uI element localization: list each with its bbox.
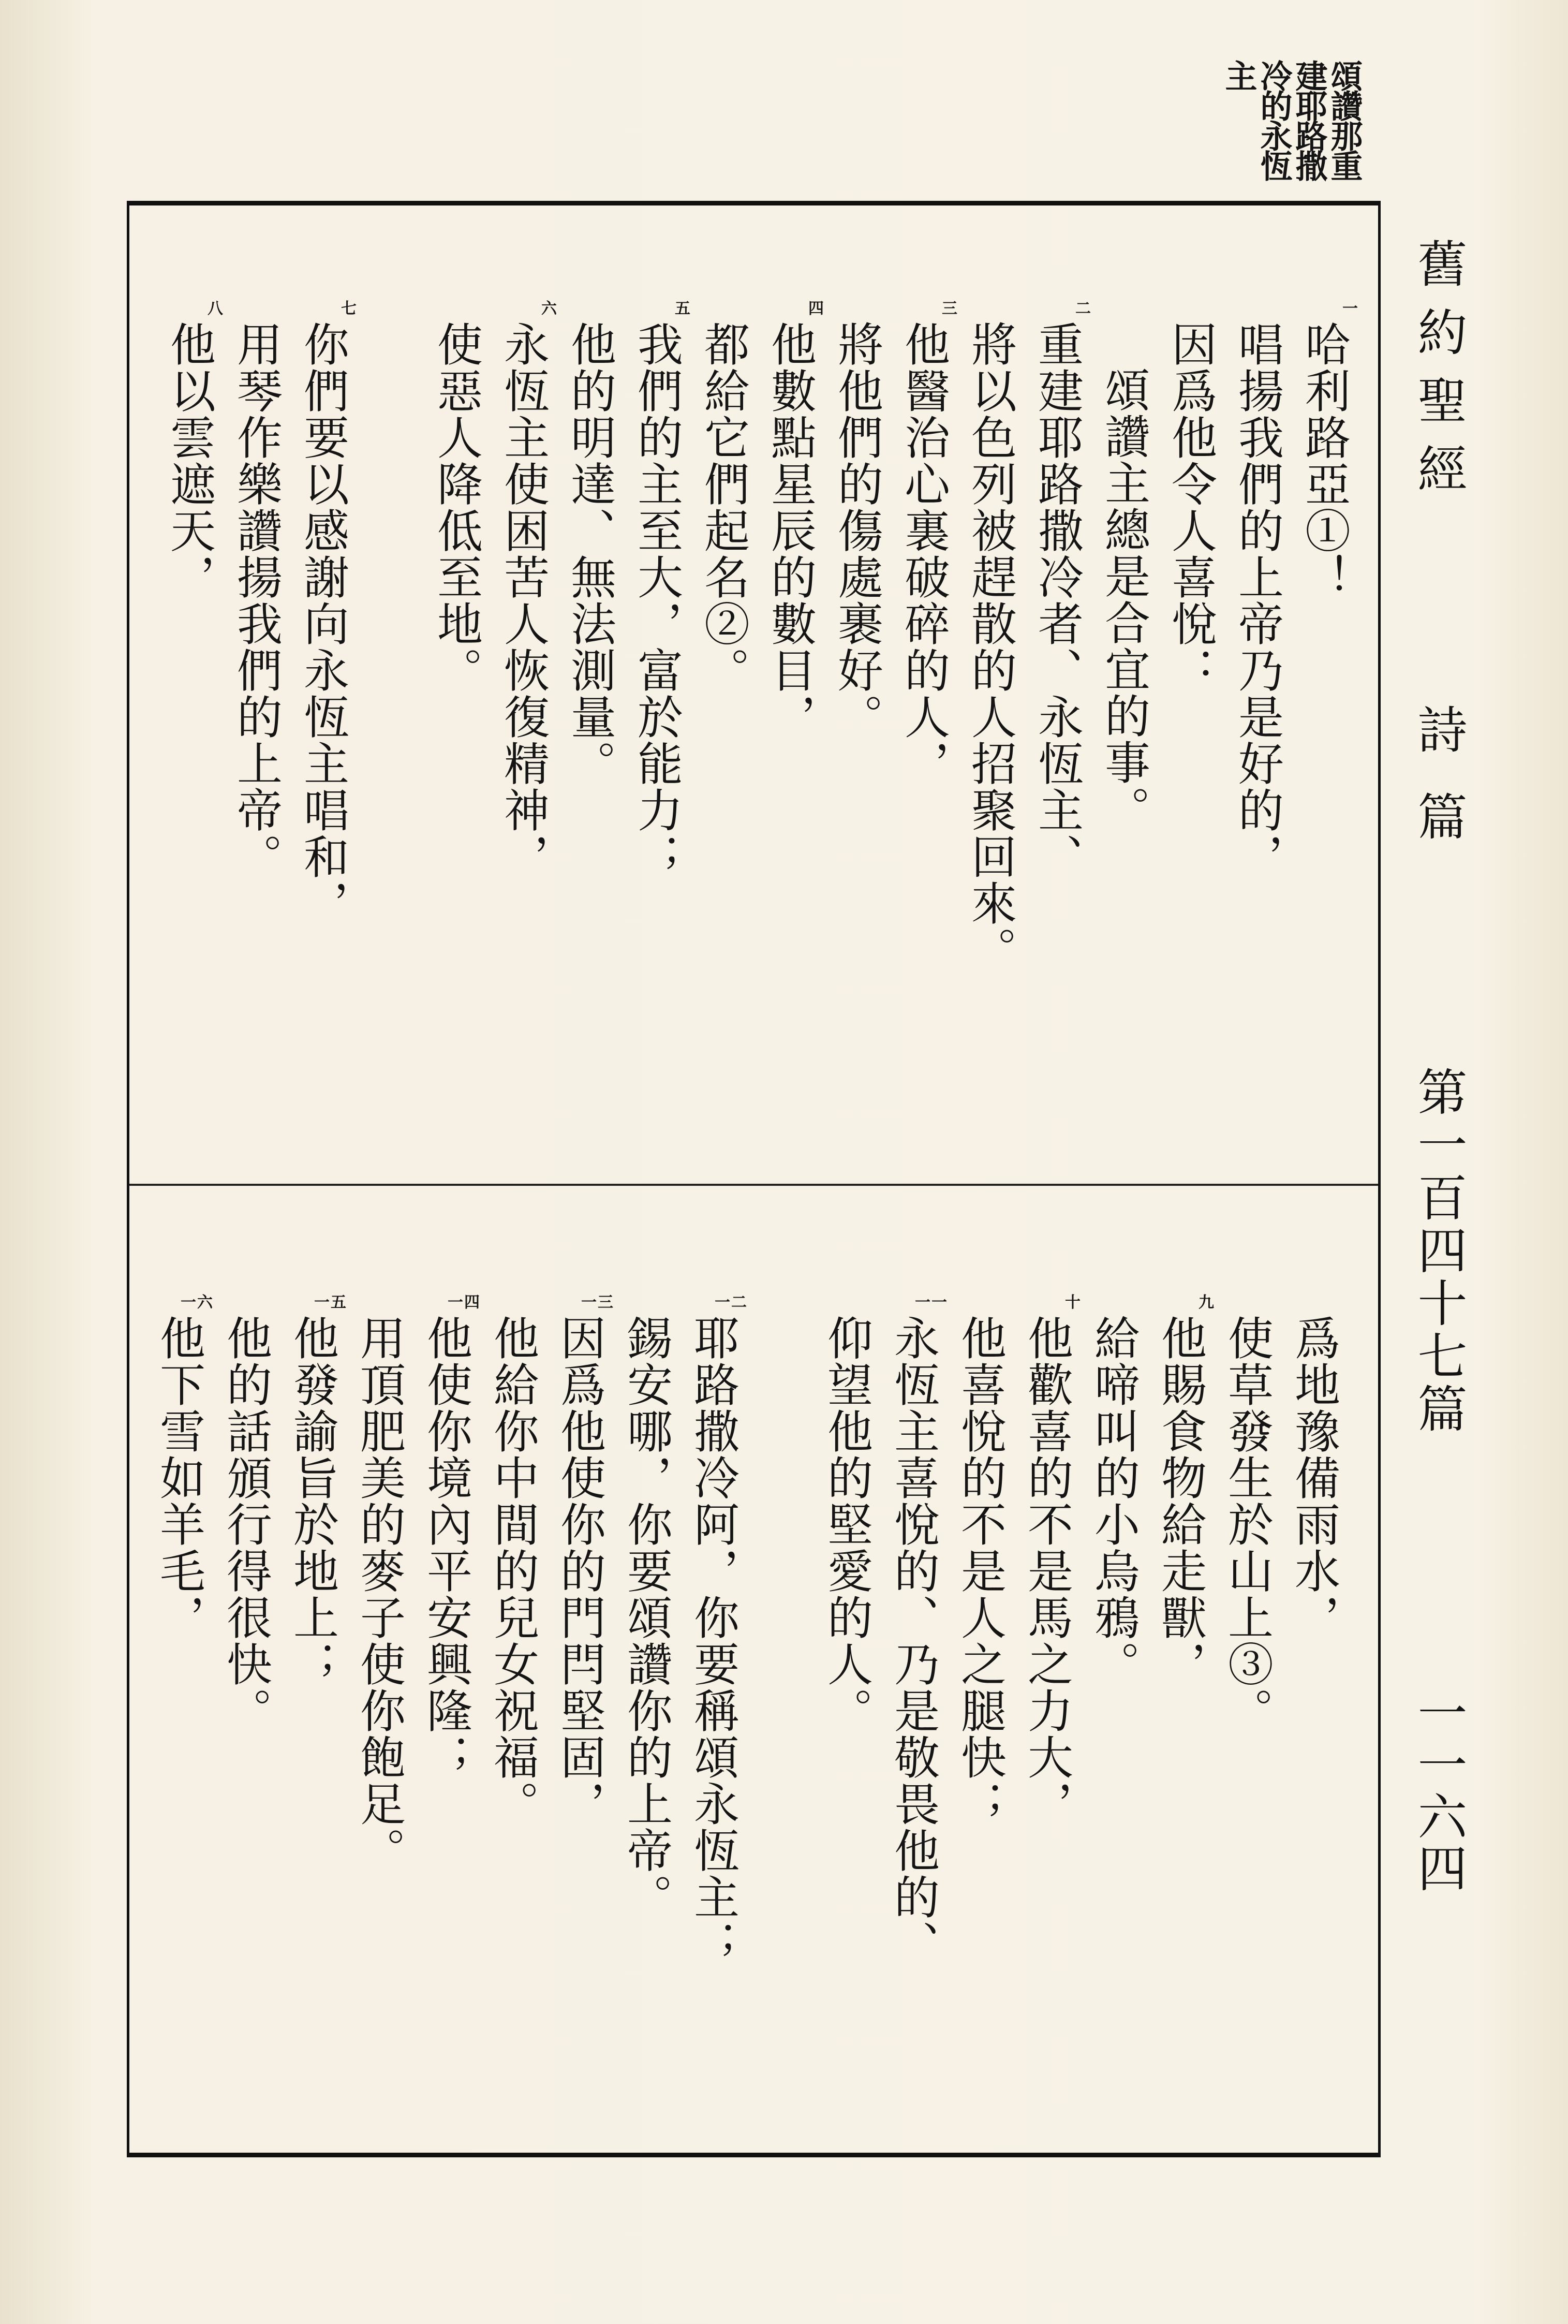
running-header xyxy=(1389,228,1467,2153)
verse-number: 五 xyxy=(675,300,691,318)
verse-line xyxy=(286,1293,347,2138)
verse-line xyxy=(1288,1315,1340,2138)
verse-text: 將以色列被趕散的人招聚回來。 xyxy=(964,321,1017,973)
verse-number: 六 xyxy=(541,300,558,318)
verse-text: 因爲他使你的門閂堅固， xyxy=(553,1315,607,1827)
verse-line xyxy=(1164,321,1217,973)
verse-text: 重建耶路撒冷者、永恆主、 xyxy=(1031,321,1084,880)
verse-text: 他的話頒行得很快。 xyxy=(219,1315,273,1734)
verse-text: 使惡人降低至地。 xyxy=(430,321,483,694)
verse-line xyxy=(497,300,558,973)
page-number: 一一六四 xyxy=(1410,1687,1468,1894)
verse-number: 八 xyxy=(208,300,224,318)
verse-text: 你們要以感謝向永恆主唱和， xyxy=(297,321,350,926)
verse-line xyxy=(1298,300,1359,973)
section-title: 詩篇 xyxy=(1410,704,1468,878)
verse-line xyxy=(620,1315,673,2138)
verse-text: 他數點星辰的數目， xyxy=(764,321,817,740)
verse-text: 他給你中間的兒女祝福。 xyxy=(486,1315,540,1827)
verse-line xyxy=(353,1315,406,2138)
verse-line xyxy=(1098,321,1150,973)
verse-line xyxy=(1087,1315,1140,2138)
verse-text: 因爲他令人喜悅： xyxy=(1164,321,1218,694)
verse-text: 他使你境內平安興隆； xyxy=(420,1315,473,1781)
verse-line xyxy=(753,1315,806,2138)
verse-line xyxy=(420,1293,481,2138)
frame-divider xyxy=(129,1184,1378,1186)
verse-text: 頌讚主總是合宜的事。 xyxy=(1098,366,1151,832)
side-heading-line: 建耶路撒 xyxy=(1290,60,1328,180)
chapter-title: 第一百四十七篇 xyxy=(1410,1066,1468,1436)
verse-line xyxy=(1221,1315,1274,2138)
verse-text: 哈利路亞①！ xyxy=(1298,321,1351,600)
verse-text: 仰望他的堅愛的人。 xyxy=(820,1315,874,1734)
verse-line xyxy=(1020,1293,1082,2138)
verse-number: 二 xyxy=(1075,300,1092,318)
verse-text: 永恆主使困苦人恢復精神， xyxy=(497,321,550,880)
verse-text: 他歡喜的不是馬之力大， xyxy=(1020,1315,1074,1827)
lower-text-block xyxy=(150,1293,1341,2138)
verse-text: 將他們的傷處裹好。 xyxy=(831,321,884,740)
verse-text: 他喜悅的不是人之腿快； xyxy=(954,1315,1007,1827)
verse-number: 一六 xyxy=(181,1293,214,1312)
book-title: 舊約聖經 xyxy=(1410,238,1468,511)
verse-line xyxy=(831,321,883,973)
verse-line xyxy=(1231,321,1284,973)
verse-text: 他賜食物給走獸， xyxy=(1154,1315,1207,1687)
verse-line xyxy=(764,300,825,973)
verse-line xyxy=(564,321,616,973)
upper-text-block xyxy=(160,300,1359,973)
verse-text: 爲地豫備雨水， xyxy=(1288,1315,1341,1641)
verse-line xyxy=(964,321,1017,973)
verse-line xyxy=(230,321,283,973)
verse-text: 他以雲遮天， xyxy=(163,321,216,600)
verse-number: 三 xyxy=(942,300,958,318)
verse-line xyxy=(887,1293,948,2138)
side-heading-line: 冷的永恆 xyxy=(1255,60,1293,180)
verse-text: 耶路撒冷阿，你要稱頌永恆主； xyxy=(687,1315,740,1967)
verse-number: 一四 xyxy=(448,1293,481,1312)
verse-number: 十 xyxy=(1065,1293,1082,1312)
verse-text: 錫安哪，你要頌讚你的上帝。 xyxy=(620,1315,673,1920)
verse-text: 用琴作樂讚揚我們的上帝。 xyxy=(230,321,283,880)
side-heading xyxy=(1216,60,1361,199)
verse-line xyxy=(954,1315,1007,2138)
verse-text: 他發諭旨於地上； xyxy=(286,1315,339,1687)
verse-line xyxy=(1031,300,1092,973)
verse-text: 給啼叫的小烏鴉。 xyxy=(1087,1315,1141,1687)
verse-number: 四 xyxy=(808,300,825,318)
verse-line xyxy=(697,321,750,973)
verse-line xyxy=(630,300,691,973)
verse-text: 永恆主喜悅的、乃是敬畏他的、 xyxy=(887,1315,940,1967)
verse-number: 九 xyxy=(1199,1293,1215,1312)
verse-text: 他醫治心裏破碎的人， xyxy=(897,321,951,787)
verse-text: 使草發生於山上③。 xyxy=(1221,1315,1274,1734)
verse-line xyxy=(553,1293,614,2138)
verse-line xyxy=(486,1315,539,2138)
verse-line xyxy=(820,1315,873,2138)
side-heading-line: 頌讚那重 xyxy=(1325,60,1363,180)
verse-text: 都給它們起名②。 xyxy=(697,321,750,694)
verse-line xyxy=(1154,1293,1215,2138)
verse-number: 一五 xyxy=(314,1293,347,1312)
verse-number: 一二 xyxy=(715,1293,748,1312)
verse-line xyxy=(153,1293,214,2138)
verse-line xyxy=(897,300,958,973)
verse-line xyxy=(297,300,358,973)
verse-text: 他下雪如羊毛， xyxy=(153,1315,206,1641)
side-heading-line: 主 xyxy=(1220,60,1258,90)
verse-number: 七 xyxy=(341,300,358,318)
verse-number: 一 xyxy=(1342,300,1359,318)
verse-text: 我們的主至大，富於能力； xyxy=(630,321,684,880)
verse-text: 用頂肥美的麥子使你飽足。 xyxy=(353,1315,406,1874)
verse-line xyxy=(219,1315,272,2138)
verse-line xyxy=(363,321,416,973)
verse-number: 一三 xyxy=(581,1293,614,1312)
verse-line xyxy=(163,300,224,973)
verse-text: 他的明達、無法測量。 xyxy=(564,321,617,787)
verse-line xyxy=(430,321,483,973)
verse-number: 一一 xyxy=(915,1293,948,1312)
verse-line xyxy=(687,1293,748,2138)
verse-text: 唱揚我們的上帝乃是好的， xyxy=(1231,321,1284,880)
